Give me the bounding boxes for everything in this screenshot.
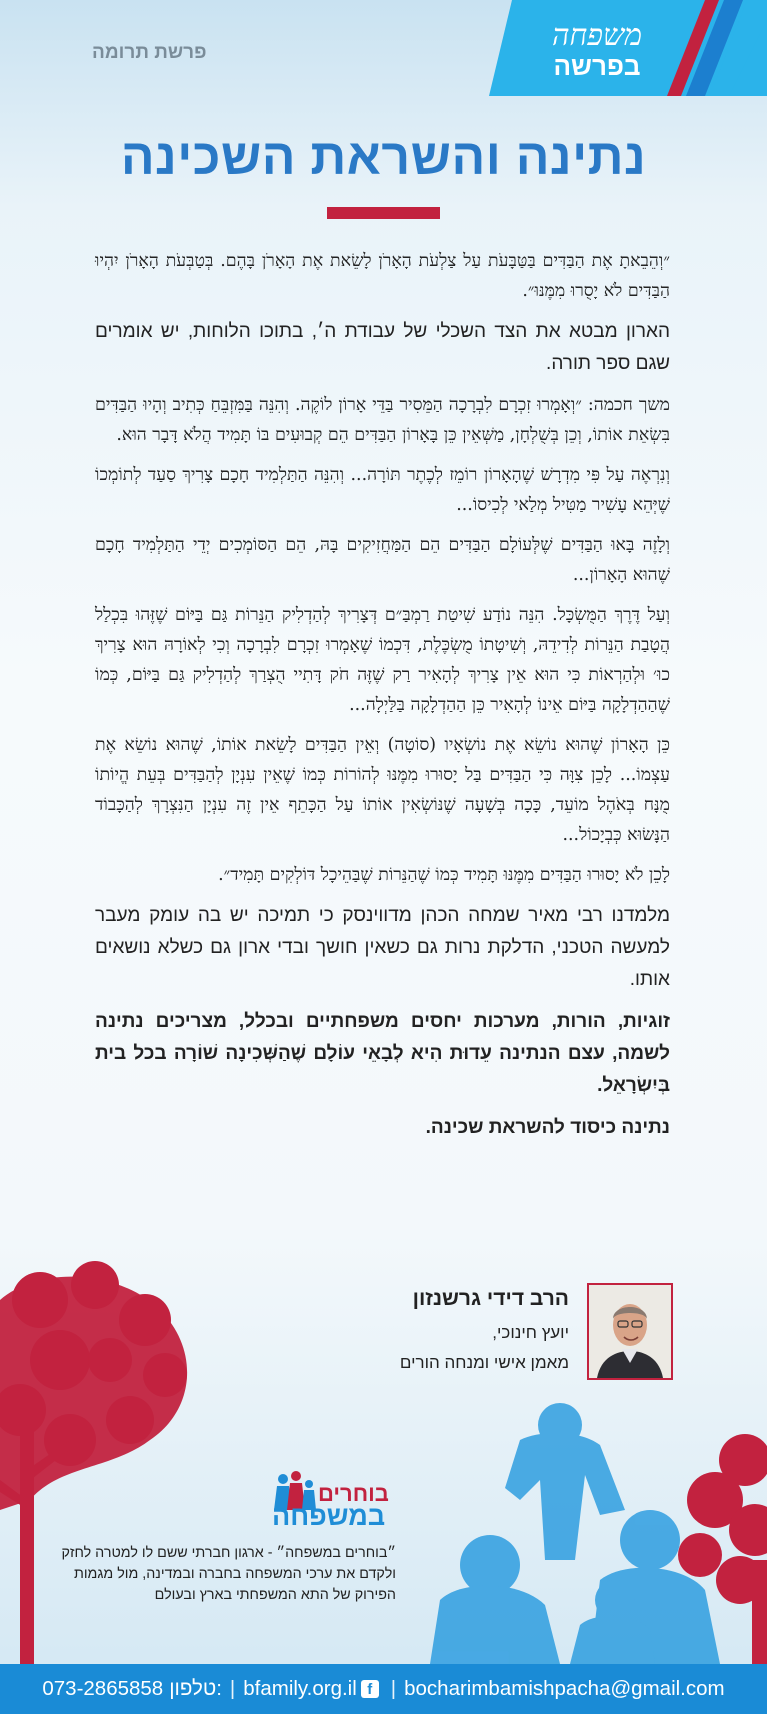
author-role: יועץ חינוכי, [492,1323,569,1342]
page-title: נתינה והשראת השכינה [120,129,647,185]
article-paragraph: לָכֵן לֹא יָסוּרוּ הַבַּדִּים מִמֶּנּוּ תָּמִיד כְּמוֹ שֶׁהַנֵּרוֹת שֶׁבַּהֵיכָל דּוֹלְקִים תָּמִיד״. [218,865,670,885]
author-role: מאמן אישי ומנחה הורים [399,1353,569,1372]
footer-phone-label: טלפון: [169,1677,222,1700]
org-description: ״בוחרים במשפחה״ - ארגון חברתי ששם לו למטרה לחזק ולקדם את ערכי המשפחה בחברה ובמדינה, מול מגמות הפירוק של התא המשפחתי בארץ ובעולם [61,1545,396,1603]
article-paragraph: וְעַל דֶּרֶךְ הַמֻּשְׂכָּל. הִנֵּה נוֹדַע שִׁיטַת רַמְבַּ״ם דְּצָרִיךְ לְהַדְלִיק הַנֵּרוֹת גַּם בַּיּוֹם שֶׁזֶּהוּ בִּכְלַל הֲטָבַת הַנֵּרוֹת לְדִידֵהּ, וְשִׁיטָתוֹ מֻשְׂכֶּלֶת, דִּכְמוֹ שֶׁאָמְרוּ זִכְרָם לִבְרָכָה וְכִי לְאוֹרָהּ הוּא צָרִיךְ כוּ׳ וּלְהַרְאוֹת כִּי הוּא אֵין צָרִיךְ לְהָאִיר רַק שֶׁזֶּה חֹק דָּתִיי הֻצְרַךְ לְהַדְלִיק גַּם בַּיּוֹם, כְּמוֹ שֶׁהַהַדְלָקָה בַּיּוֹם אֵינוֹ לְהָאִיר כֵּן הַהַדְלָקָה בַּלַּיְלָה... [95,605,670,715]
article-paragraph: וְלָזֶה בָּאוּ הַבַּדִּים שֶׁלְּעוֹלָם הַבַּדִּים הֵם הַמַּחֲזִיקִים בָּהּ, הֵם הַסּוֹמְכִים יְדֵי הַתַּלְמִיד חָכָם שֶׁהוּא הָאָרוֹן... [95,535,670,585]
article-paragraph: כֵּן הָאָרוֹן שֶׁהוּא נוֹשֵׂא אֶת נוֹשְׂאָיו (סוֹטָה) וְאֵין הַבַּדִּים לָשֵׂאת אוֹתוֹ, שֶׁהוּא נוֹשֵׂא אֶת עַצְמוֹ... לָכֵן צִוָּה כִּי הַבַּדִּים בַּל יָסוּרוּ מִמֶּנּוּ לְהוֹרוֹת כְּמוֹ שֶׁאֵין עִנְיָן לְהַבַּדִּים בְּעֵת הֱיוֹתוֹ מֻנָּח בְּאֹהֶל מוֹעֵד, כָּכָה בְּשָׁעָה שֶׁנּוֹשְׂאִין אוֹתוֹ עַל הַכָּתֵף אֵין זֶה עִנְיָן הַנִּצְרָךְ לְהַכָּבוֹד הַנָּשׂוּא כְּבְיָכוֹל... [95,735,670,845]
article-conclusion: נתינה כיסוד להשראת שכינה. [425,1117,670,1138]
org-logo-line2: במשפחה [272,1501,386,1531]
article-paragraph: ״וְהֵבֵאתָ אֶת הַבַּדִּים בַּטַּבָּעֹת עַל צַלְעֹת הָאָרֹן לָשֵׂאת אֶת הָאָרֹן בָּהֶם. בְּטַבְּעֹת הָאָרֹן יִהְיוּ הַבַּדִּים לֹא יָסֻרוּ מִמֶּנּוּ״. [95,251,670,301]
footer-separator: | [390,1677,397,1700]
parasha-name: פרשת תרומה [92,42,207,63]
article-paragraph: משך חכמה: ״וְאָמְרוּ זִכְרָם לִבְרָכָה הַמֵּסִיר בַּדֵּי אָרוֹן לוֹקֶה. וְהִנֵּה בַּמִּזְבֵּחַ כְּתִיב וְהָיוּ הַבַּדִּים בִּשְׂאֵת אוֹתוֹ, וְכֵן בְּשֻׁלְחָן, מַשְּׁאֵין כֵּן בָּאָרוֹן הַבַּדִּים הֵם קְבוּעִים בּוֹ תָּמִיד הֲלֹא דָּבָר הוּא. [95,395,670,445]
footer-contacts [0,1677,767,1701]
article-paragraph: הארון מבטא את הצד השכלי של עבודת ה׳, בתוכו הלוחות, יש אומרים שגם ספר תורה. [95,321,670,374]
footer-email[interactable]: bocharimbamishpacha@gmail.com [404,1677,725,1700]
brand-line2: בפרשה [553,51,641,81]
org-logo-line1: בוחרים [318,1481,389,1506]
author-name: הרב דידי גרשנזון [412,1287,569,1310]
facebook-icon[interactable]: f [361,1680,379,1698]
article-paragraph: מלמדנו רבי מאיר שמחה הכהן מדווינסק כי תמיכה יש בה עומק מעבר למעשה הטכני, הדלקת נרות גם כשאין חושך ובדי ארון גם כשלא נושאים אותו. [95,905,670,990]
footer-website[interactable]: bfamily.org.il [243,1677,357,1700]
footer-separator: | [229,1677,236,1700]
footer-bar [0,1664,767,1714]
article-paragraph: וְנִרְאֶה עַל פִּי מִדְרָשׁ שֶׁהָאָרוֹן רוֹמֵז לְכֶתֶר תּוֹרָה... וְהִנֵּה הַתַּלְמִיד חָכָם צָרִיךְ סַעַד לְתוֹמְכוֹ שֶׁיְּהֵא עָשִׁיר מַטִּיל מְלַאי לְכִיסוֹ... [95,465,670,515]
article-paragraph: זוגיות, הורות, מערכות יחסים משפחתיים ובכלל, מצריכים נתינה לשמה, עצם הנתינה עֵדוּת הִיא לְבָאֵי עוֹלָם שֶׁהַשְּׁכִינָה שׁוֹרָה בכל בית בְּיִשְׂרָאֵל. [95,1011,670,1096]
brand-line1: משפחה [551,18,643,53]
footer-phone[interactable]: 073-2865858 [42,1677,164,1700]
